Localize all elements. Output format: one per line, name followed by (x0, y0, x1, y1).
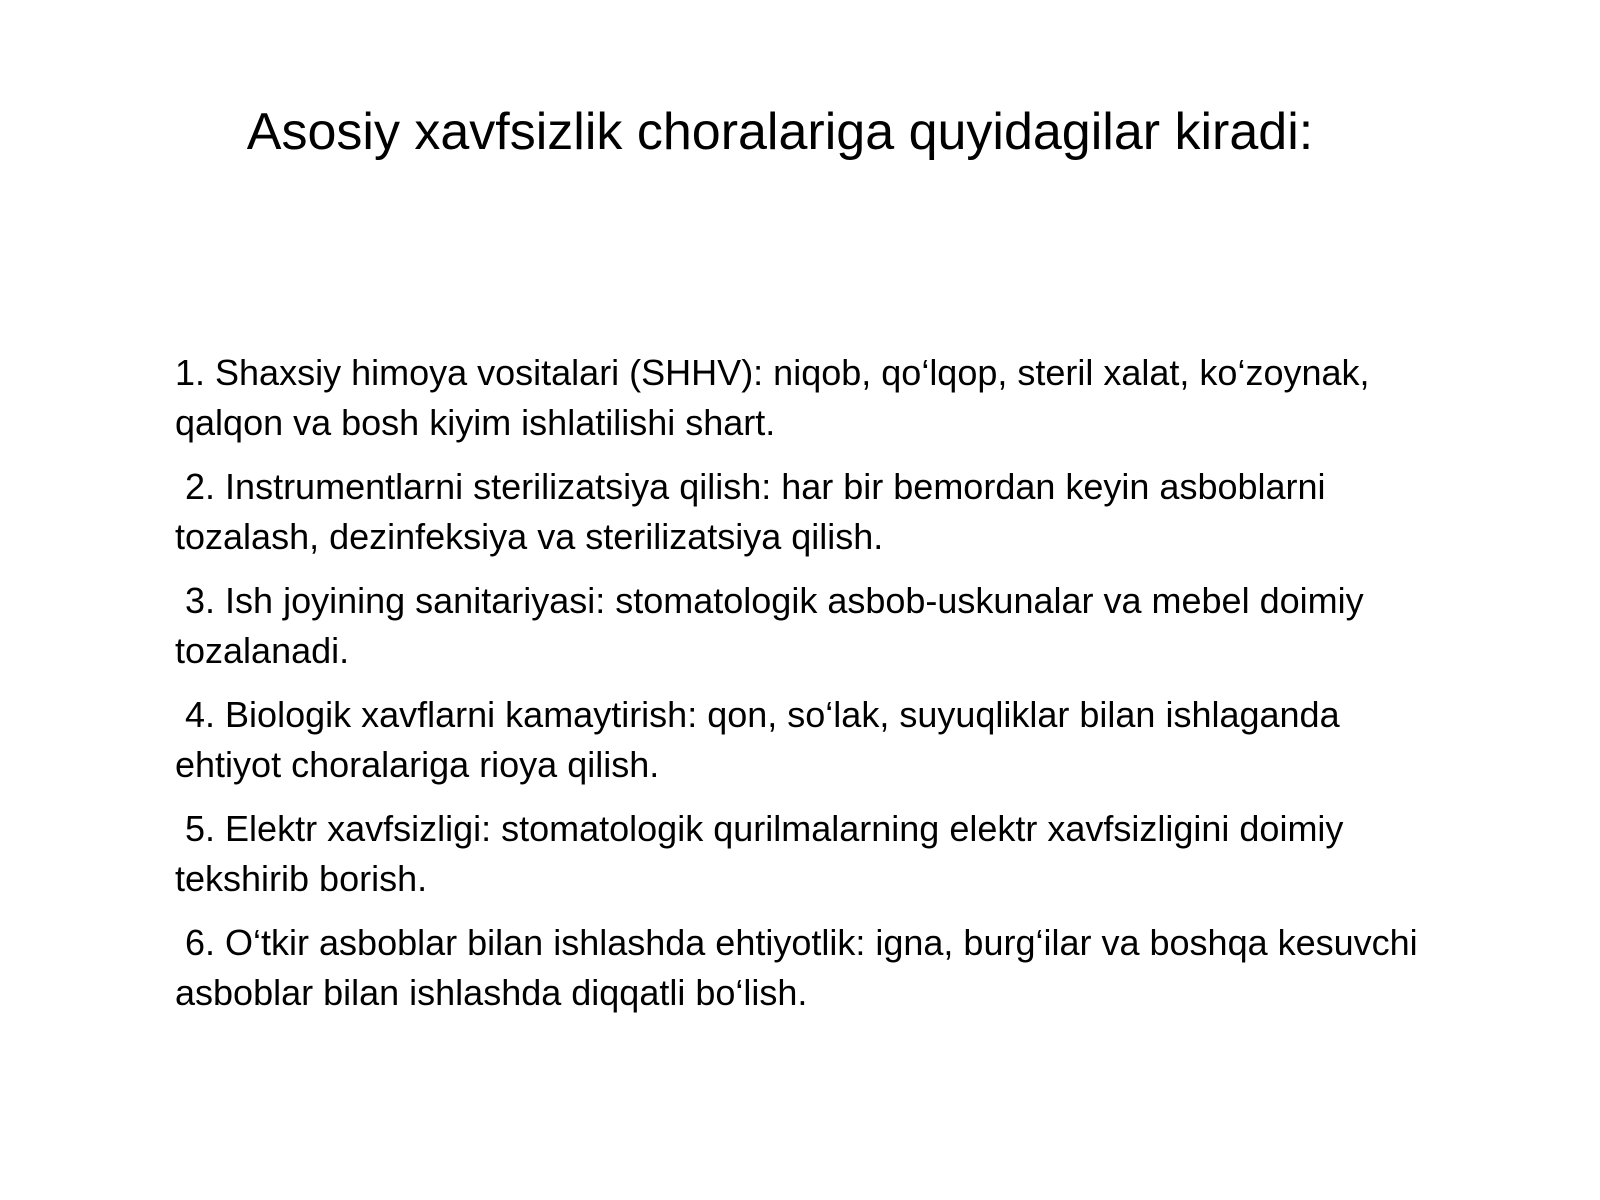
list-item-3: 3. Ish joyining sanitariyasi: stomatologik asbob-uskunalar va mebel doimiy tozalanadi. (175, 580, 1374, 671)
list-item-2: 2. Instrumentlarni sterilizatsiya qilish: har bir bemordan keyin asboblarni tozalash, dezinfeksiya va sterilizatsiya qilish. (175, 466, 1336, 557)
list-item-6: 6. O‘tkir asboblar bilan ishlashda ehtiyotlik: igna, burg‘ilar va boshqa kesuvchi asboblar bilan ishlashda diqqatli bo‘lish. (175, 922, 1428, 1013)
list-item-1: 1. Shaxsiy himoya vositalari (SHHV): niqob, qo‘lqop, steril xalat, ko‘zoynak, qalqon va bosh kiyim ishlatilishi shart. (175, 352, 1380, 443)
slide-title: Asosiy xavfsizlik choralariga quyidagilar kiradi: (246, 103, 1314, 161)
list-item-4: 4. Biologik xavflarni kamaytirish: qon, so‘lak, suyuqliklar bilan ishlaganda ehtiyot choralariga rioya qilish. (175, 694, 1350, 785)
list-item-5: 5. Elektr xavfsizligi: stomatologik qurilmalarning elektr xavfsizligini doimiy tekshirib borish. (175, 808, 1354, 899)
slide-body (175, 348, 1455, 1032)
